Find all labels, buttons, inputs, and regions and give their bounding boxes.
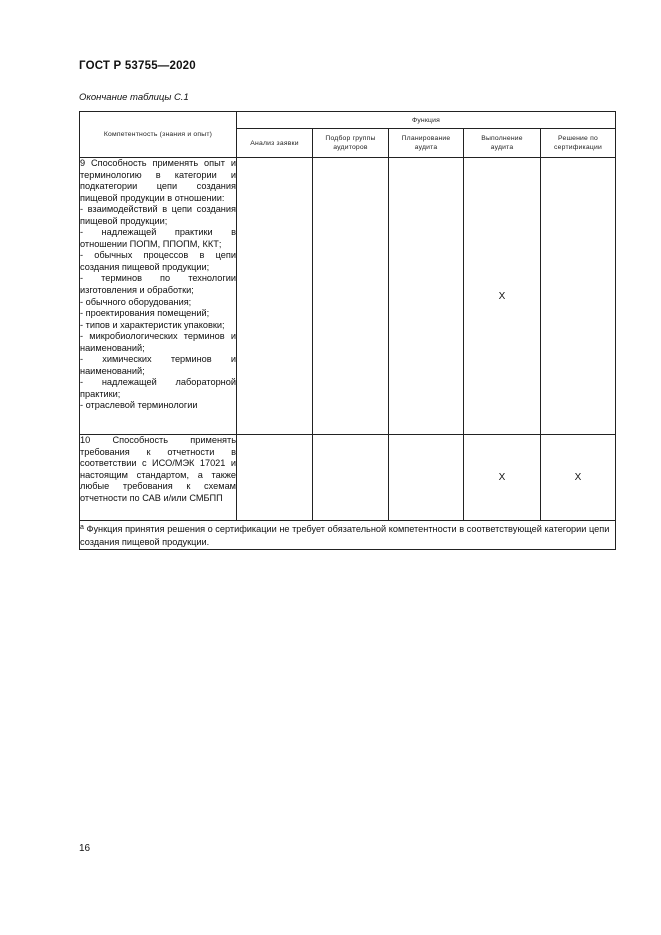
competence-cell: 10 Способность применять требования к отчетности в соответствии с ИСО/МЭК 17021 и настоящим стандартом, а также любые требования к схемам отчетности по САВ и/или СМБПП [80,435,237,521]
header-certification-decision [541,129,616,158]
header-application-review [237,129,313,158]
header-label: Выполнение аудита [481,135,523,151]
mark-cell [389,435,464,521]
header-audit-planning [389,129,464,158]
header-audit-execution [464,129,541,158]
table-row [80,435,616,521]
mark-cell [313,435,389,521]
mark-cell [237,158,313,435]
footnote-row [80,521,616,550]
table-footnote [80,521,616,550]
competence-table [79,111,616,550]
table-caption: Окончание таблицы С.1 [79,92,189,103]
mark-cell [237,435,313,521]
header-label: Планирование аудита [401,135,451,151]
footnote-marker: а [80,524,84,531]
footnote-text: Функция принятия решения о сертификации не требует обязательной компетентности в соответствующей категории цепи создания пищевой продукции. [80,524,610,547]
header-auditor-team-selection [313,129,389,158]
document-header: ГОСТ Р 53755—2020 [79,60,196,72]
mark-cell [541,158,616,435]
header-label: Подбор группы аудиторов [325,135,376,151]
competence-cell: 9 Способность применять опыт и терминологию в категории и подкатегории цепи создания пищевой продукции в отношении: - взаимодействий в цепи создания пищевой продукции; - надлежащей практики в отношении ПОПМ, ППОПМ, ККТ; - обычных процессов в цепи создания пищевой продукции; - терминов по технологии изготовления и обработки; - обычного оборудования; - проектирования помещений; - типов и характеристик упаковки; - микробиологических терминов и наименований; - химических терминов и наименований; - надлежащей лабораторной практики; - отраслевой терминологии [80,158,237,435]
header-label: Анализ заявки [250,139,299,147]
header-function: Функция [237,112,616,129]
header-label: Решение по сертификации [554,135,602,151]
mark-cell: X [541,435,616,521]
page-number: 16 [79,843,91,854]
mark-cell: X [464,435,541,521]
header-competence: Компетентность (знания и опыт) [80,112,237,158]
mark-cell: X [464,158,541,435]
mark-cell [389,158,464,435]
table-row [80,158,616,435]
mark-cell [313,158,389,435]
